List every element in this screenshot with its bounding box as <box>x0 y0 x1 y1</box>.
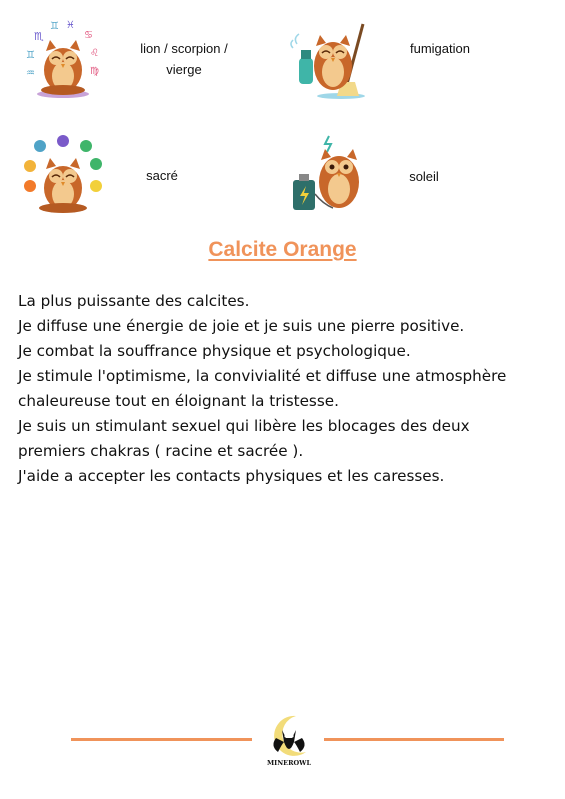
paragraph-line: Je stimule l'optimisme, la convivialité et diffuse une atmosphère <box>18 367 507 385</box>
footer-divider-right <box>324 738 504 741</box>
logo-text: MINEROWL <box>266 759 312 767</box>
paragraph-line: Je suis un stimulant sexuel qui libère les blocages des deux <box>18 417 470 435</box>
paragraph-line: Je combat la souffrance physique et psychologique. <box>18 342 411 360</box>
cleaning-owl-icon <box>289 18 371 100</box>
paragraph-line: chaleureuse tout en éloignant la tristesse. <box>18 392 339 410</box>
description-paragraph <box>18 289 563 489</box>
svg-text:♓: ♓ <box>66 20 75 31</box>
paragraph-line: J'aide a accepter les contacts physiques et les caresses. <box>18 467 445 485</box>
zodiac-owl-icon <box>22 18 104 100</box>
paragraph-line: premiers chakras ( racine et sacrée ). <box>18 442 304 460</box>
paragraph-line: La plus puissante des calcites. <box>18 292 250 310</box>
svg-text:♌: ♌ <box>90 48 99 59</box>
svg-text:♊: ♊ <box>50 21 59 32</box>
chakra-owl-icon <box>22 134 104 216</box>
card-label-fumigation: fumigation <box>410 41 470 56</box>
svg-text:♏: ♏ <box>34 30 44 43</box>
paragraph-line: Je diffuse une énergie de joie et je suis une pierre positive. <box>18 317 465 335</box>
svg-text:♋: ♋ <box>84 30 93 41</box>
svg-text:♊: ♊ <box>26 50 35 61</box>
card-label-sacre: sacré <box>146 168 178 183</box>
page-title: Calcite Orange <box>208 238 357 261</box>
svg-text:♍: ♍ <box>90 66 99 77</box>
card-label-soleil: soleil <box>409 169 439 184</box>
battery-owl-icon <box>289 134 371 216</box>
svg-text:♒: ♒ <box>26 68 35 79</box>
card-label-zodiac: lion / scorpion / vierge <box>140 41 228 77</box>
minerowl-logo <box>266 712 312 770</box>
footer-divider-left <box>71 738 252 741</box>
